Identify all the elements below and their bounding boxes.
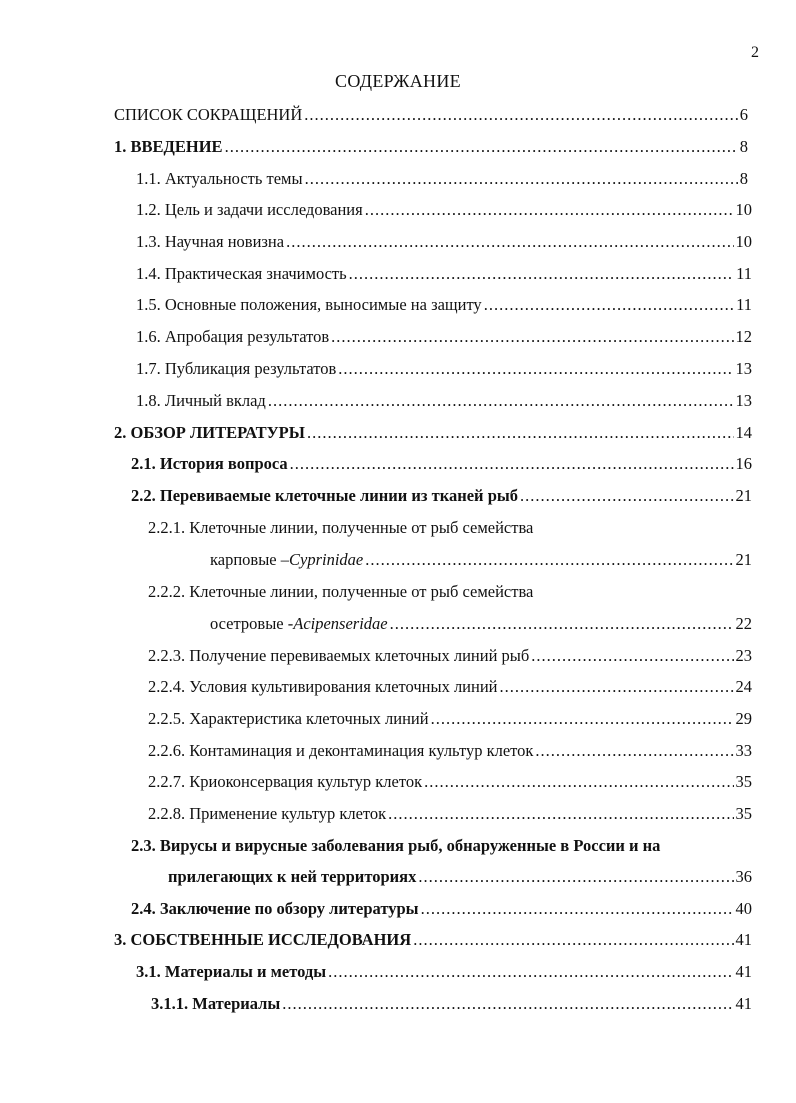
toc-page: 10 [735, 232, 752, 251]
toc-entry [148, 804, 752, 824]
toc-entry [210, 550, 752, 570]
toc-leader [286, 232, 733, 252]
toc-entry-text: 2.2.3. Получение перевиваемых клеточных линий рыб [148, 646, 530, 665]
toc-entry [148, 772, 752, 792]
toc-entry [148, 741, 752, 761]
toc-page: 14 [735, 423, 752, 442]
toc-entry [131, 454, 752, 474]
toc-entry [148, 677, 752, 697]
toc-entry-text: 2.2.4. Условия культивирования клеточных линий [148, 677, 498, 696]
toc-leader [390, 614, 734, 634]
toc-page: 24 [735, 677, 752, 696]
page-number: 2 [751, 44, 759, 61]
toc-entry [131, 486, 752, 506]
toc-entry [136, 200, 752, 220]
toc-leader [500, 677, 734, 697]
toc-entry-text: 2.1. История вопроса [131, 454, 288, 473]
toc-entry-text: 2.2.2. Клеточные линии, полученные от рыб семейства [148, 582, 534, 601]
toc-page: 16 [735, 454, 752, 473]
toc-entry-text: 1.8. Личный вклад [136, 391, 266, 410]
toc-entry-text: 2.2.1. Клеточные линии, полученные от рыб семейства [148, 518, 534, 537]
toc-entry-text: 1.3. Научная новизна [136, 232, 285, 251]
toc-entry [136, 327, 752, 347]
toc-entry [136, 264, 752, 284]
toc-entry [136, 169, 748, 189]
toc-entry [210, 614, 752, 634]
toc-entry-text: СПИСОК СОКРАЩЕНИЙ [114, 105, 303, 124]
toc-page: 13 [735, 391, 752, 410]
toc-entry-text: прилегающих к ней территориях [168, 867, 417, 886]
toc-page: 21 [735, 550, 752, 569]
toc-entry [136, 391, 752, 411]
toc-entry [136, 359, 752, 379]
toc-entry-text: 1.4. Практическая значимость [136, 264, 347, 283]
toc-entry-text: 1.5. Основные положения, выносимые на защиту [136, 295, 482, 314]
toc-page: 22 [735, 614, 752, 633]
toc-leader [290, 454, 734, 474]
toc-entry [136, 962, 752, 982]
toc-leader [268, 391, 734, 411]
toc-leader [418, 867, 733, 887]
toc-leader [305, 169, 738, 189]
toc-entry-text: 3. СОБСТВЕННЫЕ ИССЛЕДОВАНИЯ [114, 930, 412, 949]
toc-entry [136, 232, 752, 252]
toc-leader [338, 359, 733, 379]
toc-entry [136, 295, 752, 315]
toc-page: 8 [739, 169, 748, 188]
toc-leader [282, 994, 733, 1014]
toc-leader [388, 804, 733, 824]
toc-entry-text: 2.2. Перевиваемые клеточные линии из тканей рыб [131, 486, 519, 505]
toc-leader [424, 772, 733, 792]
toc-entry [114, 930, 752, 950]
toc-page: 10 [735, 200, 752, 219]
toc-page: 8 [739, 137, 748, 156]
toc-page: 41 [735, 994, 752, 1013]
toc-page: 41 [735, 962, 752, 981]
toc-page: 11 [736, 295, 752, 314]
toc-entry-text: 3.1.1. Материалы [151, 994, 281, 1013]
toc-entry [131, 899, 752, 919]
toc-page: 23 [735, 646, 752, 665]
toc-entry [148, 709, 752, 729]
toc-entry-text: 2.3. Вирусы и вирусные заболевания рыб, обнаруженные в России и на [131, 836, 661, 855]
toc-leader [307, 423, 734, 443]
toc-entry [168, 867, 752, 887]
toc-entry-text: 3.1. Материалы и методы [136, 962, 327, 981]
toc-page: 40 [735, 899, 752, 918]
toc-leader [225, 137, 738, 157]
toc-leader [349, 264, 734, 284]
toc-page: 35 [735, 772, 752, 791]
toc-entry-text: 1.7. Публикация результатов [136, 359, 337, 378]
toc-entry-text: 2.2.5. Характеристика клеточных линий [148, 709, 429, 728]
toc-leader [365, 200, 734, 220]
toc-leader [484, 295, 734, 315]
toc-leader [304, 105, 737, 125]
toc-title: СОДЕРЖАНИЕ [335, 71, 461, 91]
toc-page: 35 [735, 804, 752, 823]
toc-leader [520, 486, 733, 506]
toc-leader [535, 741, 733, 761]
toc-leader [531, 646, 733, 666]
toc-page: 21 [735, 486, 752, 505]
toc-page: 13 [735, 359, 752, 378]
toc-entry-text: 1.6. Апробация результатов [136, 327, 330, 346]
toc-leader [421, 899, 734, 919]
toc-entry-text: 2.2.7. Криоконсервация культур клеток [148, 772, 423, 791]
toc-entry-text: осетровые - [210, 614, 294, 633]
toc-page: 11 [736, 264, 752, 283]
toc-entry-text: 1.1. Актуальность темы [136, 169, 303, 188]
toc-page: 12 [735, 327, 752, 346]
toc-entry [148, 646, 752, 666]
toc-entry-text: 2.4. Заключение по обзору литературы [131, 899, 419, 918]
toc-page: 36 [735, 867, 752, 886]
toc-entry-italic: Cyprinidae [289, 550, 364, 569]
toc-entry [151, 994, 752, 1014]
toc-leader [331, 327, 733, 347]
toc-entry-text: 1. ВВЕДЕНИЕ [114, 137, 223, 156]
toc-page: 29 [735, 709, 752, 728]
toc-entry-text: карповые – [210, 550, 289, 569]
toc-page: 33 [735, 741, 752, 760]
toc-entry [114, 423, 752, 443]
toc-entry [114, 105, 748, 125]
toc-leader [365, 550, 733, 570]
toc-entry-text: 2. ОБЗОР ЛИТЕРАТУРЫ [114, 423, 305, 442]
toc-entry-italic: Acipenseridae [293, 614, 388, 633]
toc-leader [431, 709, 734, 729]
toc-page: 41 [735, 930, 752, 949]
toc-leader [328, 962, 733, 982]
toc-page: 6 [739, 105, 748, 124]
toc-entry-text: 1.2. Цель и задачи исследования [136, 200, 363, 219]
toc-entry-text: 2.2.6. Контаминация и деконтаминация культур клеток [148, 741, 534, 760]
toc-entry [114, 137, 748, 157]
toc-leader [413, 930, 733, 950]
toc-entry-text: 2.2.8. Применение культур клеток [148, 804, 387, 823]
